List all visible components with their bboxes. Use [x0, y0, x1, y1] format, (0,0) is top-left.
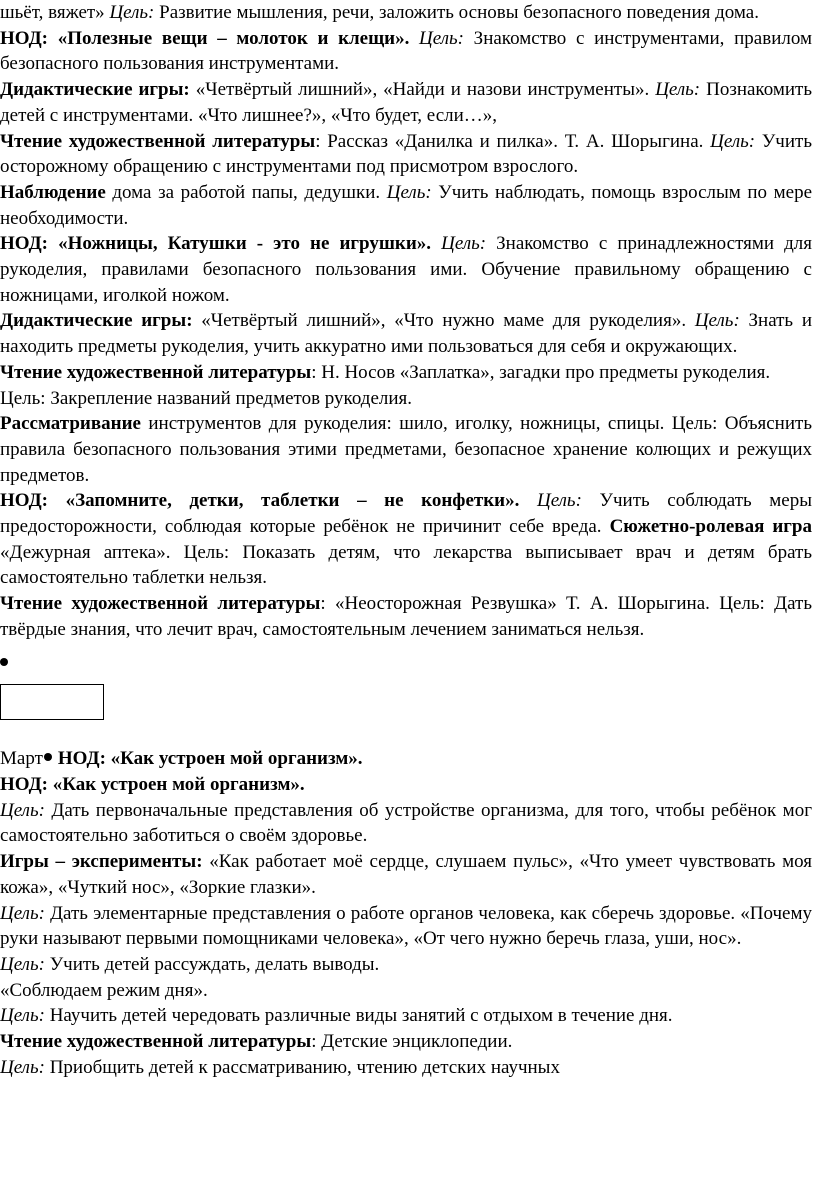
text: Познакомить детей с инструментами. «Что лишнее?», «Что будет, если…»,	[0, 79, 812, 126]
text: Дать элементарные представления о работе органов человека, как сберечь здоровье. «Почему руки называют первыми помощниками человека», «От чего нужно беречь глаза, уши, нос».	[0, 902, 812, 950]
italic-text: Цель:	[0, 953, 45, 975]
paragraph	[0, 411, 816, 488]
bold-text: Сюжетно-ролевая игра	[609, 516, 812, 538]
italic-text: Цель:	[710, 130, 756, 152]
text: : Детские энциклопедии.	[311, 1031, 513, 1053]
text: Знать и находить предметы рукоделия, учить аккуратно ими пользоваться для себя и окружающих.	[0, 310, 812, 358]
text: «Четвёртый лишний», «Что нужно маме для рукоделия».	[192, 310, 695, 332]
italic-text: Цель:	[419, 27, 464, 49]
paragraph	[0, 129, 816, 180]
text: : Н. Носов «Заплатка», загадки про предметы рукоделия.	[311, 361, 771, 383]
italic-text: Цель:	[0, 799, 45, 821]
month-label: Март	[0, 748, 43, 770]
paragraph	[0, 952, 816, 978]
italic-text: Цель:	[655, 79, 701, 101]
text: шьёт, вяжет»	[0, 2, 110, 23]
italic-text: Цель:	[0, 1056, 45, 1078]
bold-text: Наблюдение	[0, 181, 106, 203]
paragraph	[0, 591, 816, 642]
paragraph	[0, 1003, 816, 1029]
text: Учить детей рассуждать, делать выводы.	[44, 953, 380, 975]
bold-text: НОД: «Полезные вещи – молоток и клещи».	[0, 27, 410, 49]
bold-text: Чтение художественной литературы	[0, 593, 321, 615]
text: Знакомство с принадлежностями для рукоделия, правилами безопасного пользования ими. Обучение правильному обращению с ножницами, иголкой ножом.	[0, 233, 813, 306]
paragraph	[0, 488, 816, 591]
march-heading: НОД: «Как устроен мой организм».	[0, 773, 305, 795]
text: «Как работает моё сердце, слушаем пульс», «Что умеет чувствовать моя кожа», «Чуткий нос», «Зоркие глазки».	[0, 851, 812, 898]
paragraph	[0, 0, 816, 26]
text: «Дежурная аптека». Цель: Показать детям, что лекарства выписывает врач и детям брать самостоятельно таблетки нельзя.	[0, 541, 812, 589]
paragraph	[0, 26, 816, 77]
text: «Четвёртый лишний», «Найди и назови инструменты».	[189, 79, 656, 101]
paragraph	[0, 1029, 816, 1055]
paragraph	[0, 180, 816, 231]
section-body-activities	[0, 798, 816, 1081]
bold-text: Чтение художественной литературы	[0, 130, 316, 152]
text	[519, 490, 537, 511]
text: : «Неосторожная Резвушка» Т. А. Шорыгина. Цель: Дать твёрдые знания, что лечит врач, самостоятельным лечением заниматься нельзя.	[0, 593, 813, 640]
italic-text: Цель:	[109, 2, 155, 23]
paragraph	[0, 901, 816, 952]
text: Учить наблюдать, помощь взрослым по мере необходимости.	[0, 181, 813, 229]
march-line	[0, 746, 816, 772]
text: дома за работой папы, дедушки.	[105, 181, 387, 203]
bold-text: Игры – эксперименты:	[0, 851, 203, 873]
bold-text: Рассматривание	[0, 413, 141, 435]
paragraph	[0, 798, 816, 849]
text: Приобщить детей к рассматриванию, чтению детских научных	[44, 1056, 560, 1078]
bullet-line	[0, 649, 816, 675]
paragraph	[0, 1055, 816, 1081]
bullet-icon	[0, 658, 8, 666]
italic-text: Цель:	[0, 1005, 45, 1027]
text: «Соблюдаем режим дня».	[0, 979, 208, 1001]
italic-text: Цель:	[694, 310, 740, 332]
paragraph	[0, 360, 816, 386]
bold-text: НОД: «Запомните, детки, таблетки – не конфетки».	[0, 490, 520, 512]
text: Учить осторожному обращению с инструментами под присмотром взрослого.	[0, 130, 812, 178]
bullet-icon	[44, 753, 52, 761]
bold-text: Чтение художественной литературы	[0, 1031, 312, 1053]
italic-text: Цель:	[536, 490, 582, 512]
text: Развитие мышления, речи, заложить основы безопасного поведения дома.	[154, 2, 759, 23]
italic-text: Цель:	[386, 181, 432, 203]
text: Цель: Закрепление названий предметов рукоделия.	[0, 387, 413, 409]
text: Знакомство с инструментами, правилом безопасного пользования инструментами.	[0, 27, 813, 75]
bold-text: Дидактические игры:	[0, 79, 190, 101]
paragraph	[0, 386, 816, 412]
bold-text: Чтение художественной литературы	[0, 361, 312, 383]
text: Научить детей чередовать различные виды занятий с отдыхом в течение дня.	[44, 1005, 673, 1027]
text: : Рассказ «Данилка и пилка». Т. А. Шорыгина.	[315, 130, 711, 152]
empty-box	[0, 684, 104, 720]
bold-text: НОД: «Ножницы, Катушки - это не игрушки».	[0, 233, 432, 255]
paragraph	[0, 77, 816, 128]
italic-text: Цель:	[0, 902, 45, 924]
paragraph	[0, 231, 816, 308]
text: Учить соблюдать меры предосторожности, соблюдая которые ребёнок не причинит себе вреда.	[0, 490, 813, 538]
text	[409, 28, 419, 49]
paragraph	[0, 849, 816, 900]
text	[431, 233, 441, 254]
text: инструментов для рукоделия: шило, иголку, ножницы, спицы. Цель: Объяснить правила безопасного пользования этими предметами, безопасное хранение колющих и режущих предметов.	[0, 413, 812, 486]
italic-text: Цель:	[441, 233, 487, 255]
paragraph	[0, 978, 816, 1004]
march-heading-inline: НОД: «Как устроен мой организм».	[57, 748, 363, 770]
bold-text: Дидактические игры:	[0, 310, 193, 332]
paragraph	[0, 308, 816, 359]
text: Дать первоначальные представления об устройстве организма, для того, чтобы ребёнок мог самостоятельно заботиться о своём здоровье.	[0, 799, 812, 847]
